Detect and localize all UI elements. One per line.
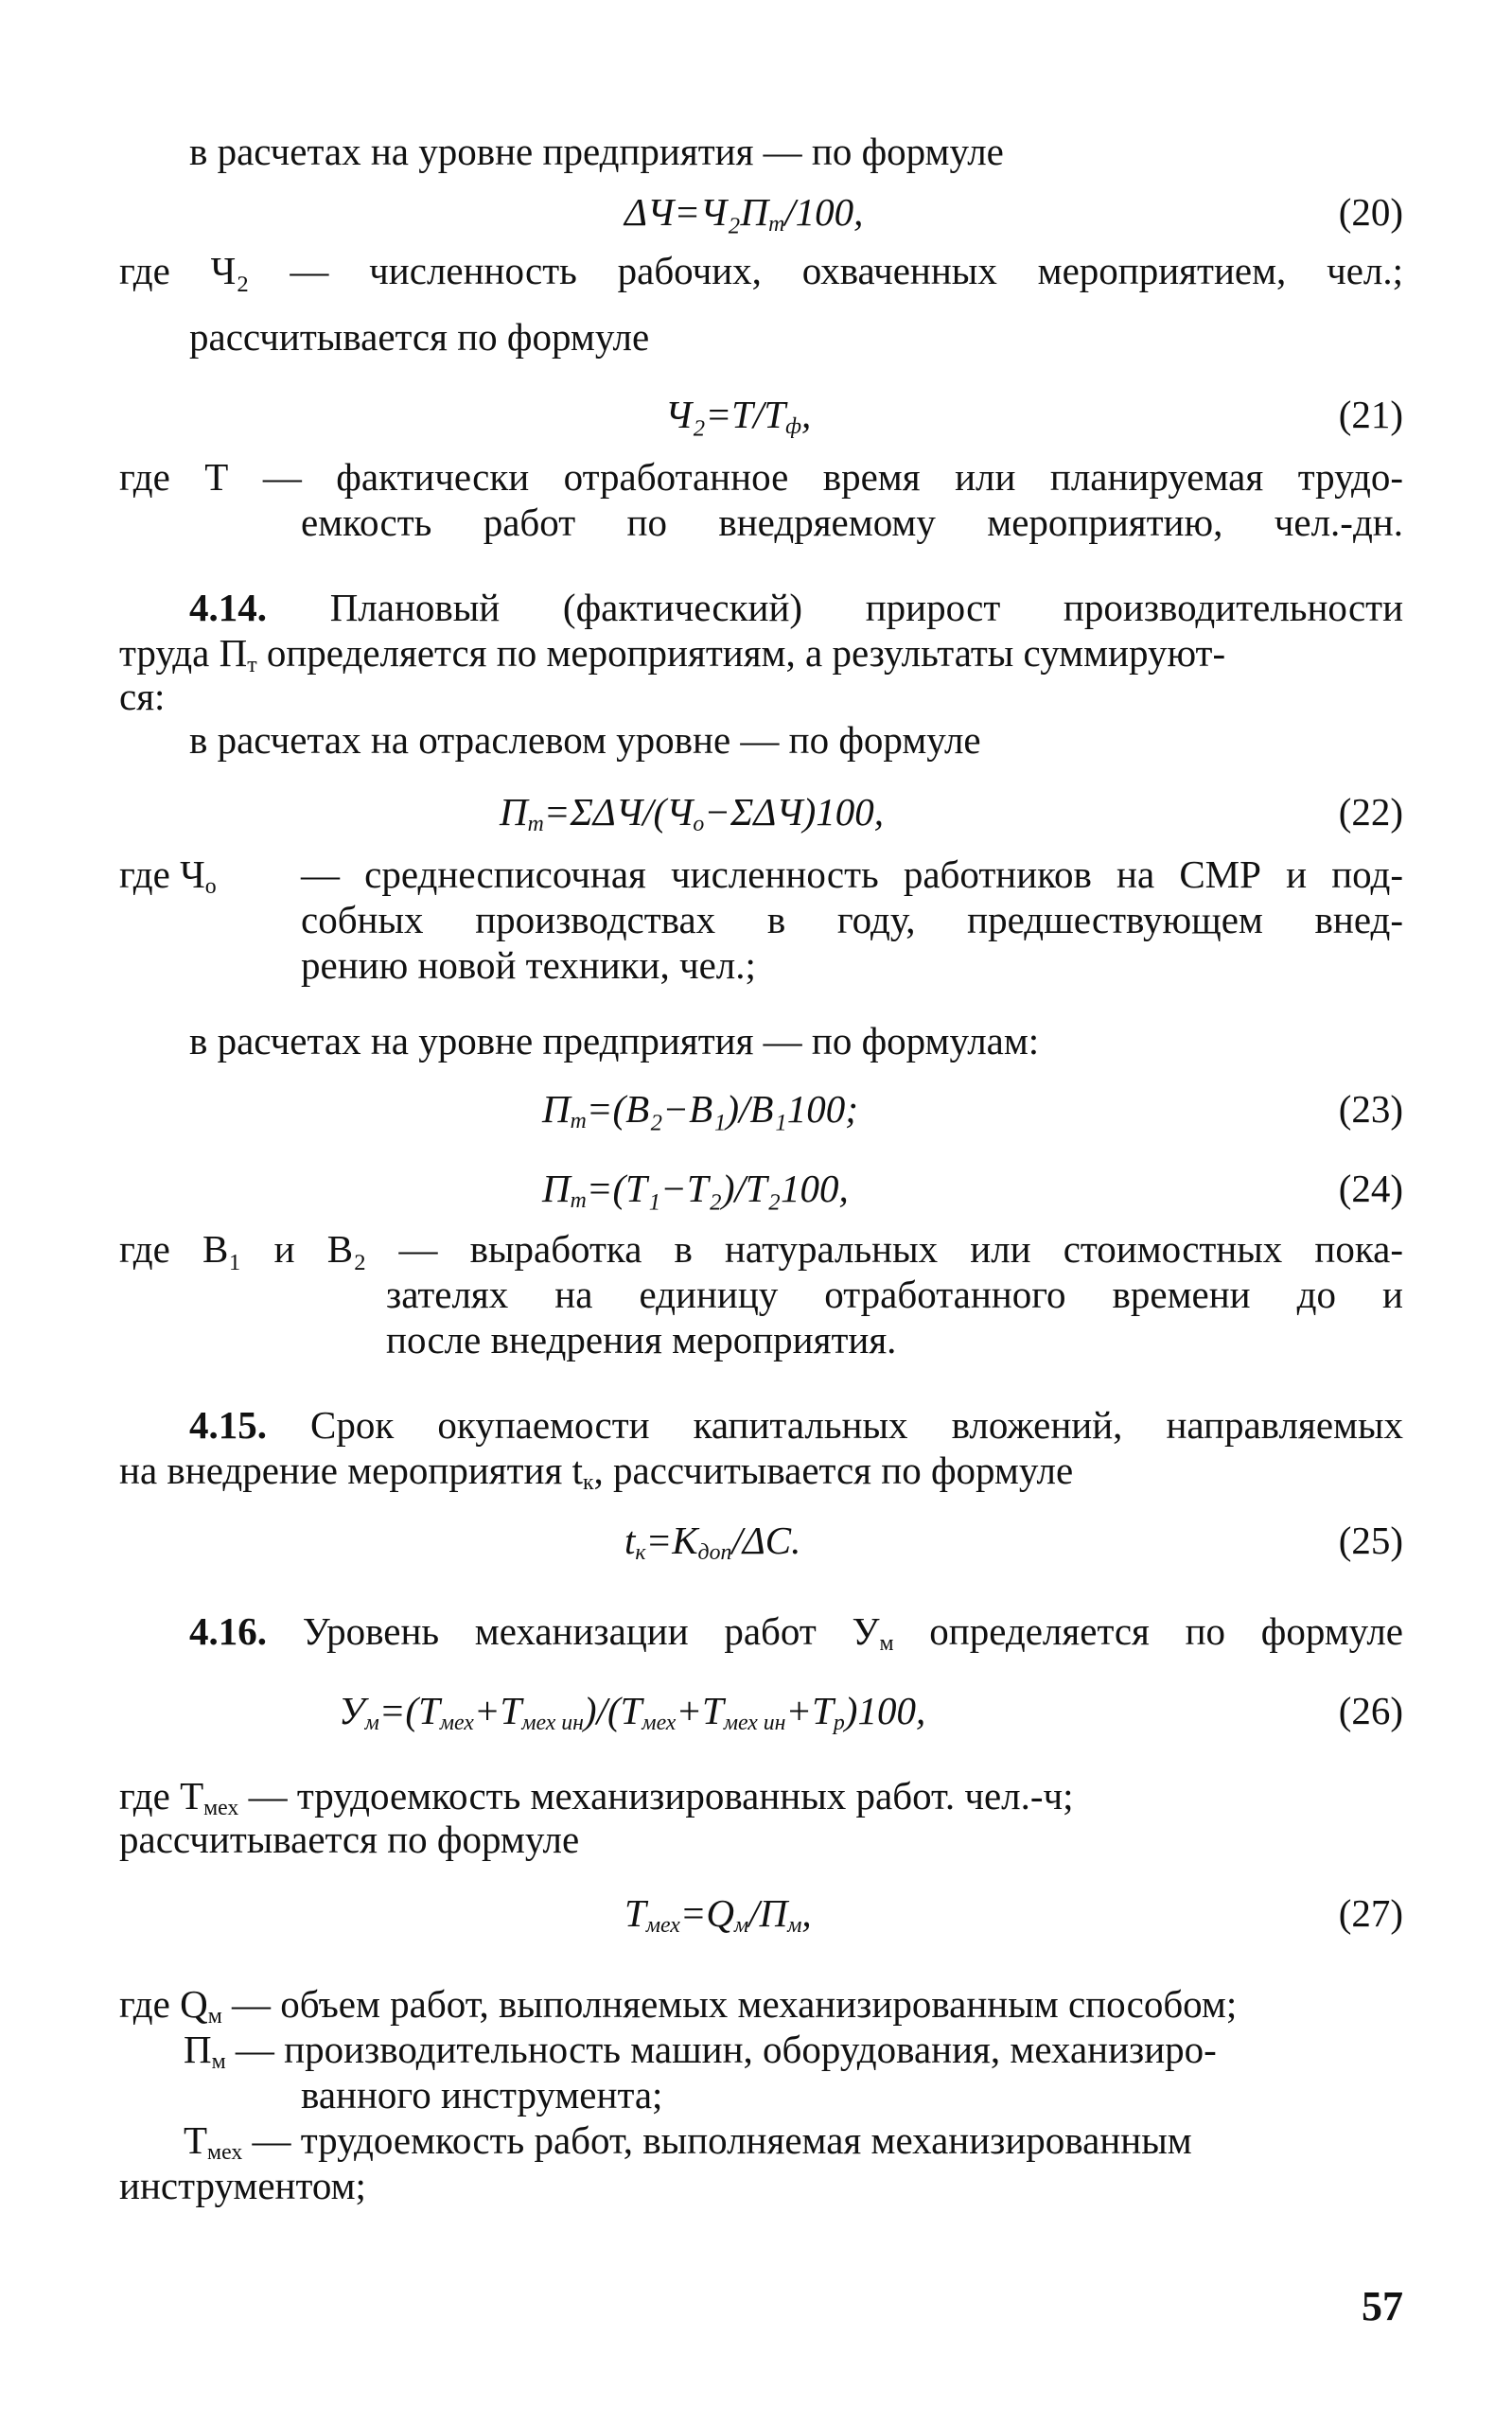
text-part: — трудоемкость механизированных работ. чел.-ч; (248, 1774, 1074, 1818)
formula-part: −ΣΔЧ)100, (704, 790, 885, 834)
text-part: П (184, 2028, 212, 2071)
text-part: на внедрение мероприятия t (119, 1449, 583, 1492)
text-line (119, 1773, 1074, 1818)
formula-part: =(Т (378, 1689, 440, 1732)
formula-part: /100, (784, 190, 864, 234)
formula-part: +Т (676, 1689, 724, 1732)
text-line (184, 2027, 1217, 2072)
formula-26 (339, 1688, 925, 1733)
formula-part: )100, (844, 1689, 926, 1732)
text-line: инструментом; (119, 2164, 366, 2207)
text-part: определяется по мероприятиям, а результаты суммируют- (266, 631, 1226, 675)
formula-subscript: мех ин (521, 1710, 584, 1735)
text-subscript: к (582, 1469, 594, 1495)
text-line (119, 630, 1225, 676)
equation-number: (23) (1338, 1087, 1403, 1131)
formula-subscript: о (693, 811, 705, 836)
text-line (119, 1981, 1237, 2027)
formula-part: , (801, 1891, 812, 1935)
formula-part: ΔЧ (624, 190, 675, 234)
formula-subscript: м (734, 1912, 749, 1938)
formula-part: =K (645, 1519, 698, 1562)
text-part: — объем работ, выполняемых механизированным способом; (232, 1982, 1238, 2026)
formula-part: )/(Т (583, 1689, 642, 1732)
section-4-16-heading (189, 1608, 1403, 1654)
formula-subscript: м (364, 1710, 379, 1735)
text-line: собных производствах в году, предшествующем внед- (301, 898, 1403, 941)
text-line: после внедрения мероприятия. (386, 1318, 897, 1361)
equation-number: (25) (1338, 1519, 1403, 1562)
text-subscript: м (879, 1630, 894, 1656)
text-subscript: о (204, 873, 217, 899)
formula-part: =(Т₁−Т₂)/Т₂100, (586, 1167, 849, 1210)
formula-part: +Т (785, 1689, 834, 1732)
equation-number: (21) (1338, 393, 1403, 436)
formula-23 (542, 1086, 858, 1132)
text-line: где В₁ и В₂ — выработка в натуральных или стоимостных пока- (119, 1227, 1403, 1271)
text-line (119, 1448, 1073, 1493)
text-subscript: мех (203, 1795, 239, 1820)
text-subscript: м (207, 2003, 222, 2029)
formula-subscript: р (833, 1710, 845, 1735)
section-text: Плановый (фактический) прирост производительности (329, 586, 1404, 629)
formula-20 (624, 189, 863, 235)
equation-number: (26) (1338, 1689, 1403, 1732)
formula-part: +Т (473, 1689, 522, 1732)
formula-part: =ΣΔЧ/(Ч (543, 790, 694, 834)
formula-subscript: ф (785, 413, 802, 439)
text-part: — производительность машин, оборудования, механизиро- (235, 2028, 1217, 2071)
formula-subscript: мех (645, 1912, 680, 1938)
text-part: где Q (119, 1982, 208, 2026)
page-number: 57 (1362, 2283, 1403, 2329)
formula-subscript: мех (439, 1710, 474, 1735)
text-line: в расчетах на отраслевом уровне — по формуле (189, 718, 981, 762)
text-line: зателях на единицу отработанного времени до и (386, 1273, 1403, 1316)
formula-subscript: к (635, 1539, 646, 1565)
formula-part: /П (748, 1891, 788, 1935)
text-subscript: м (211, 2048, 226, 2074)
text-subscript: т (247, 652, 257, 677)
formula-subscript: мех (642, 1710, 677, 1735)
equation-number: (24) (1338, 1167, 1403, 1210)
formula-subscript: мех ин (723, 1710, 786, 1735)
text-part (119, 852, 217, 897)
equation-number: (22) (1338, 790, 1403, 834)
equation-number: (20) (1338, 190, 1403, 234)
section-text: определяется по формуле (929, 1609, 1403, 1653)
formula-part: /ΔC. (731, 1519, 801, 1562)
section-number: 4.14. (189, 586, 267, 629)
text-line: ся: (119, 675, 166, 718)
formula-part: =Ч₂П (674, 190, 769, 234)
formula-part: У (339, 1689, 365, 1732)
section-4-15-heading (189, 1402, 1403, 1448)
text-part: где Т (119, 1774, 204, 1818)
text-part: где Ч (119, 852, 205, 896)
text-line: в расчетах на уровне предприятия — по формуле (189, 130, 1004, 173)
text-line: емкость работ по внедряемому мероприятию, чел.-дн. (301, 501, 1403, 544)
text-line: рассчитывается по формуле (189, 315, 650, 359)
formula-subscript: м (787, 1912, 802, 1938)
formula-subscript: т (527, 811, 544, 836)
text-part: — среднесписочная численность работников на СМР и под- (301, 852, 1403, 896)
text-part: Т (184, 2118, 208, 2162)
text-line: в расчетах на уровне предприятия — по формулам: (189, 1019, 1040, 1063)
text-line (184, 2117, 1192, 2163)
formula-part: , (801, 393, 812, 436)
text-line: ванного инструмента; (301, 2073, 663, 2117)
formula-part: t (624, 1519, 636, 1562)
formula-part: П (542, 1087, 571, 1131)
formula-part: Т (624, 1891, 646, 1935)
formula-part: П (500, 790, 528, 834)
formula-part: Ч₂=Т/Т (665, 393, 786, 436)
section-text: Срок окупаемости капитальных вложений, направляемых (310, 1403, 1404, 1447)
text-part: , рассчитывается по формуле (593, 1449, 1074, 1492)
formula-subscript: доп (697, 1539, 732, 1565)
formula-24 (542, 1166, 849, 1211)
text-line: где Т — фактически отработанное время или планируемая трудо- (119, 455, 1403, 499)
section-4-14-heading (189, 585, 1403, 630)
section-text: Уровень механизации работ У (302, 1609, 880, 1653)
text-part: — трудоемкость работ, выполняемая механизированным (252, 2118, 1192, 2162)
text-part: труда П (119, 631, 248, 675)
text-line (119, 852, 1403, 897)
section-number: 4.16. (189, 1609, 267, 1653)
text-line: рассчитывается по формуле (119, 1818, 580, 1861)
formula-subscript: т (570, 1187, 587, 1213)
text-line: где Ч₂ — численность рабочих, охваченных мероприятием, чел.; (119, 249, 1403, 292)
formula-subscript: т (570, 1108, 587, 1133)
formula-22 (500, 789, 884, 834)
formula-27 (624, 1890, 812, 1936)
formula-25 (624, 1518, 800, 1563)
equation-number: (27) (1338, 1891, 1403, 1935)
formula-part: =(В₂−В₁)/В₁100; (586, 1087, 858, 1131)
formula-subscript: т (768, 211, 785, 237)
section-number: 4.15. (189, 1403, 267, 1447)
text-line: рению новой техники, чел.; (301, 943, 756, 987)
text-subscript: мех (207, 2139, 243, 2165)
formula-21 (665, 392, 811, 437)
formula-part: П (542, 1167, 571, 1210)
formula-part: =Q (679, 1891, 735, 1935)
